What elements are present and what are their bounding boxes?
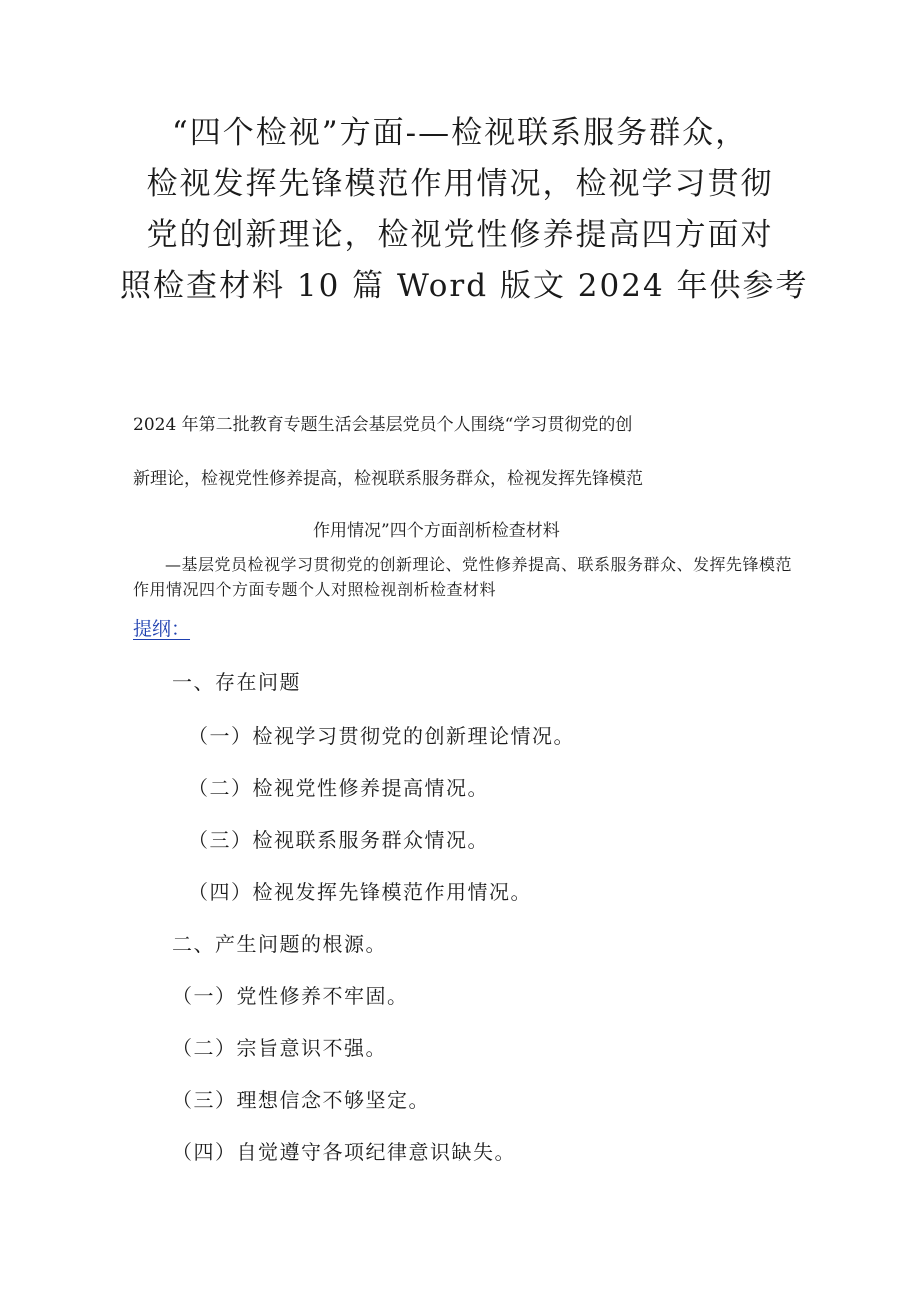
outline-section-2: 二、产生问题的根源。 <box>172 932 387 956</box>
title-line-1: “四个检视”方面-—检视联系服务群众， <box>171 115 749 151</box>
outline-link[interactable]: 提纲： <box>133 618 191 640</box>
subtitle-line-3: 作用情况”四个方面剖析检查材料 <box>313 521 560 541</box>
subtitle-line-2: 新理论，检视党性修养提高，检视联系服务群众，检视发挥先锋模范 <box>133 469 643 489</box>
title-line-2: 检视发挥先锋模范作用情况，检视学习贯彻 <box>146 166 774 202</box>
lead-paragraph: —基层党员检视学习贯彻党的创新理论、党性修养提高、联系服务群众、发挥先锋模范作用情况四个方面专题个人对照检视剖析检查材料 <box>133 555 793 599</box>
outline-item-2-1: （一）党性修养不牢固。 <box>172 984 409 1008</box>
outline-item-2-3: （三）理想信念不够坚定。 <box>172 1088 430 1112</box>
subtitle-line-1: 2024 年第二批教育专题生活会基层党员个人围绕“学习贯彻党的创 <box>133 415 633 435</box>
outline-item-1-4: （四）检视发挥先锋模范作用情况。 <box>188 880 532 904</box>
outline-item-2-2: （二）宗旨意识不强。 <box>172 1036 387 1060</box>
outline-item-1-3: （三）检视联系服务群众情况。 <box>188 828 489 852</box>
outline-item-1-1: （一）检视学习贯彻党的创新理论情况。 <box>188 724 575 748</box>
outline-item-1-2: （二）检视党性修养提高情况。 <box>188 776 489 800</box>
title-line-4: 照检查材料 10 篇 Word 版文 2024 年供参考 <box>120 268 809 304</box>
title-line-3: 党的创新理论，检视党性修养提高四方面对 <box>146 217 774 253</box>
document-title <box>120 108 809 312</box>
outline-section-1: 一、存在问题 <box>172 670 301 694</box>
outline-item-2-4: （四）自觉遵守各项纪律意识缺失。 <box>172 1140 516 1164</box>
